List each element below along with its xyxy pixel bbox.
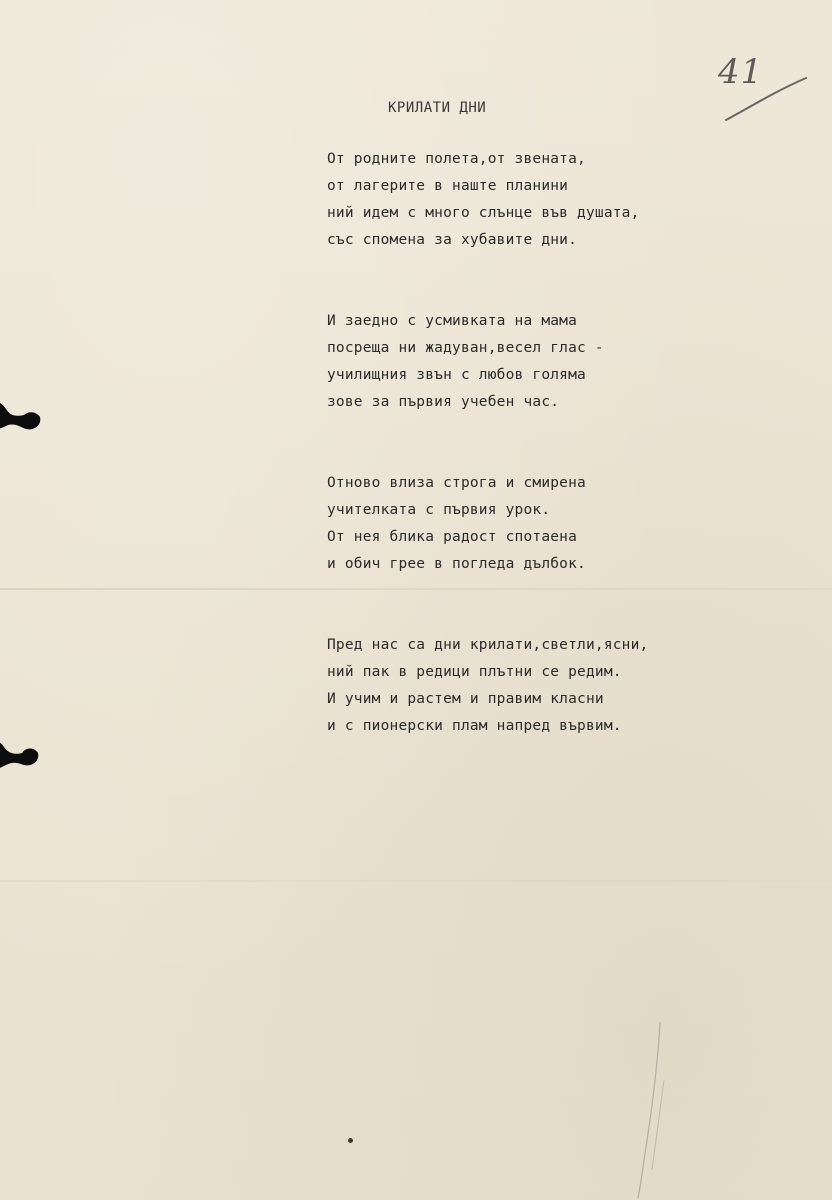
poem-line: посреща ни жадуван,весел глас - xyxy=(327,340,604,356)
poem-title: КРИЛАТИ ДНИ xyxy=(388,100,487,116)
poem-line: ний пак в редици плътни се редим. xyxy=(327,664,622,680)
paper-fold-line xyxy=(0,588,832,590)
poem-line: ний идем с много слънце във душата, xyxy=(327,205,640,221)
poem-line: зове за първия учебен час. xyxy=(327,394,560,410)
poem-stanza-2 xyxy=(327,308,747,416)
poem-line: Отново влиза строга и смирена xyxy=(327,475,586,491)
punch-hole-icon xyxy=(0,395,52,435)
pencil-underline-stroke xyxy=(712,42,812,132)
ink-dot xyxy=(348,1138,353,1143)
poem-line: Пред нас са дни крилати,светли,ясни, xyxy=(327,637,649,653)
poem-stanza-3 xyxy=(327,470,747,578)
poem-line: И заедно с усмивката на мама xyxy=(327,313,578,329)
poem-line: От родните полета,от звената, xyxy=(327,151,586,167)
poem-line: и обич грее в погледа дълбок. xyxy=(327,556,586,572)
poem-stanza-1 xyxy=(327,146,747,254)
poem-line: от лагерите в наште планини xyxy=(327,178,569,194)
poem-line: учителката с първия урок. xyxy=(327,502,551,518)
poem-line: От нея блика радост спотаена xyxy=(327,529,578,545)
pencil-mark xyxy=(600,1020,700,1200)
poem-line: и с пионерски плам напред вървим. xyxy=(327,718,622,734)
poem-line: училищния звън с любов голяма xyxy=(327,367,586,383)
paper-fold-line xyxy=(0,880,832,882)
poem-stanza-4 xyxy=(327,632,747,740)
poem-line: И учим и растем и правим класни xyxy=(327,691,604,707)
page-number-annotation xyxy=(712,42,812,132)
page-number: 41 xyxy=(718,52,764,92)
poem-line: със спомена за хубавите дни. xyxy=(327,232,578,248)
punch-hole-icon xyxy=(0,733,52,773)
